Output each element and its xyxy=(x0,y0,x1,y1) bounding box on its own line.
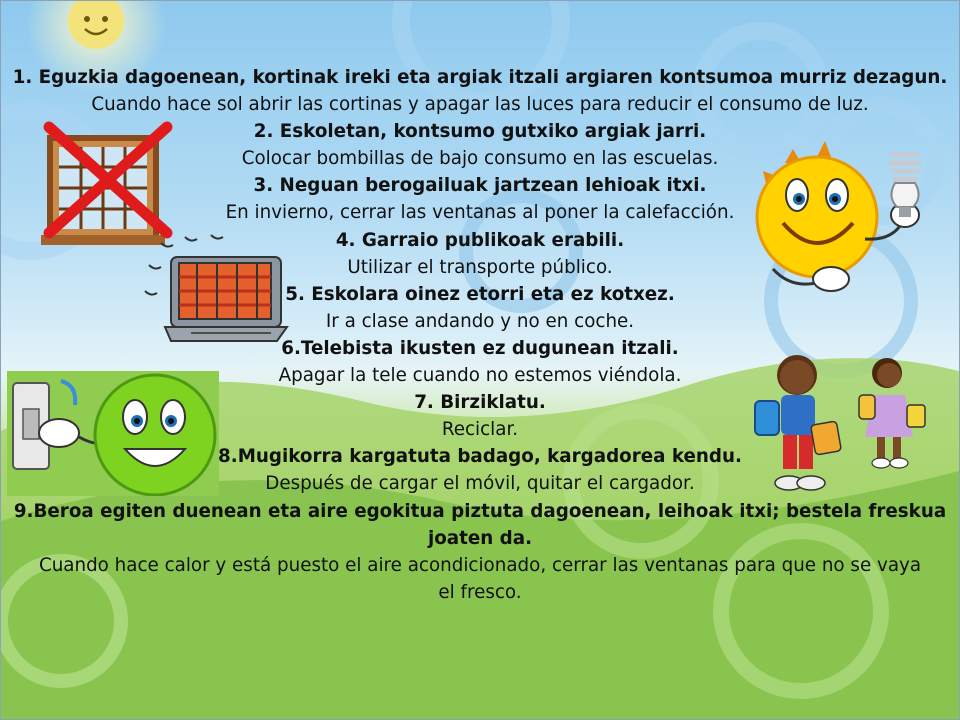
tip-spanish: Después de cargar el móvil, quitar el cargador. xyxy=(265,473,695,495)
tip-basque: 5. Eskolara oinez etorri eta ez kotxez. xyxy=(285,283,675,305)
tip-basque: 1. Eguzkia dagoenean, kortinak ireki eta argiak itzali argiaren kontsumoa murriz dezagun. xyxy=(12,67,948,88)
tip-basque: joaten da. xyxy=(427,527,533,549)
tip-spanish: Colocar bombillas de bajo consumo en las escuelas. xyxy=(241,148,719,170)
tip-basque: 3. Neguan berogailuak jartzean lehioak itxi. xyxy=(253,175,707,197)
tip-basque: 4. Garraio publikoak erabili. xyxy=(335,229,625,251)
recommendations-list xyxy=(9,64,951,606)
tip-spanish: el fresco. xyxy=(438,581,522,603)
tip-spanish: Apagar la tele cuando no estemos viéndola. xyxy=(278,365,682,387)
tip-spanish: Utilizar el transporte público. xyxy=(347,256,613,278)
tip-basque: 8.Mugikorra kargatuta badago, kargadorea kendu. xyxy=(218,446,742,468)
tip-basque: 2. Eskoletan, kontsumo gutxiko argiak jarri. xyxy=(253,121,707,143)
tip-spanish: Reciclar. xyxy=(441,419,519,441)
tip-spanish: En invierno, cerrar las ventanas al poner la calefacción. xyxy=(225,202,735,224)
tip-spanish: Cuando hace sol abrir las cortinas y apagar las luces para reducir el consumo de luz. xyxy=(91,94,869,116)
tip-spanish: Cuando hace calor y está puesto el aire acondicionado, cerrar las ventanas para que no se vaya xyxy=(38,554,922,576)
tip-spanish: Ir a clase andando y no en coche. xyxy=(325,310,635,332)
tip-basque: 9.Beroa egiten duenean eta aire egokitua piztuta dagoenean, leihoak itxi; bestela freskua xyxy=(13,500,947,522)
tip-basque: 6.Telebista ikusten ez dugunean itzali. xyxy=(281,337,679,359)
tip-basque: 7. Birziklatu. xyxy=(414,392,546,414)
